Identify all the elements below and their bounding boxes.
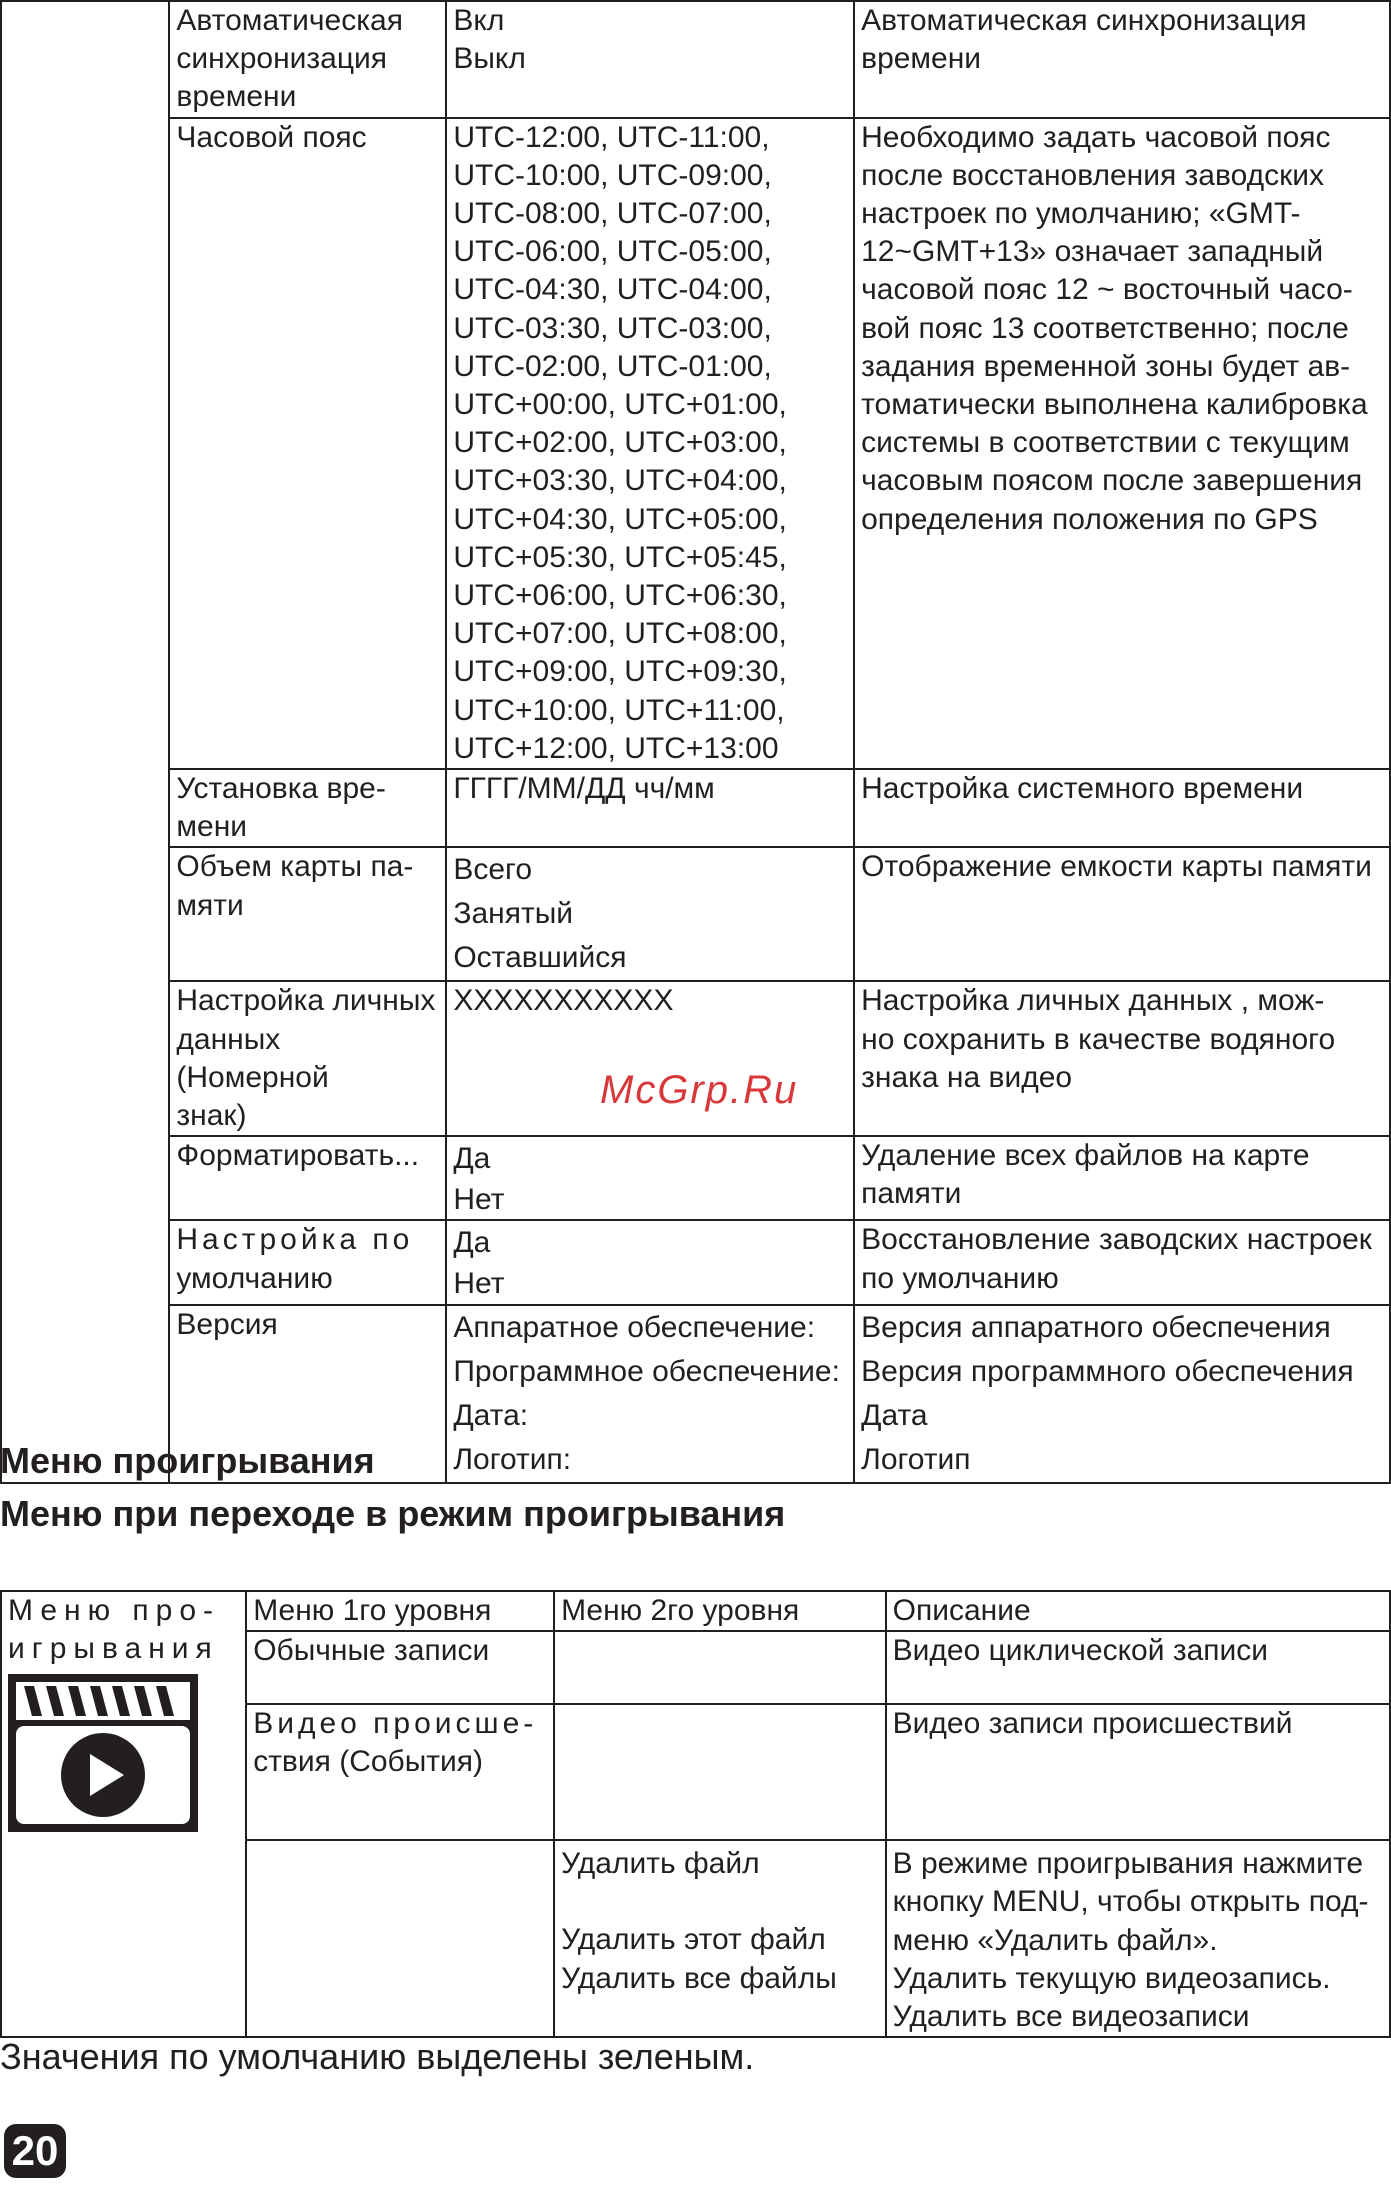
setting-description: Настройка личных данных , мож- но сохранить в качестве водяного знака на видео (854, 981, 1390, 1136)
footnote: Значения по умолчанию выделены зеленым. (0, 2036, 755, 2077)
level2-cell (554, 1631, 886, 1704)
setting-values: ГГГГ/ММ/ДД чч/мм (446, 769, 854, 847)
level2-cell (554, 1704, 886, 1840)
table-row (1, 118, 1390, 769)
column-header: Описание (886, 1591, 1390, 1631)
setting-name: Установка вре- мени (169, 769, 446, 847)
table-row (1, 1220, 1390, 1304)
level2-cell: Удалить файл Удалить этот файл Удалить все файлы (554, 1840, 886, 2037)
table-header-row (1, 1591, 1390, 1631)
setting-name: Форматировать... (169, 1136, 446, 1220)
setting-values: UTC-12:00, UTC-11:00, UTC-10:00, UTC-09:00, UTC-08:00, UTC-07:00, UTC-06:00, UTC-05:00, UTC-04:30, UTC-04:00, UTC-03:30, UTC-03:00, UTC-02:00, UTC-01:00, UTC+00:00, UTC+01:00, UTC+02:00, UTC+03:00, UTC+03:30, UTC+04:00, UTC+04:30, UTC+05:00, UTC+05:30, UTC+05:45, UTC+06:00, UTC+06:30, UTC+07:00, UTC+08:00, UTC+09:00, UTC+09:30, UTC+10:00, UTC+11:00, UTC+12:00, UTC+13:00 (446, 118, 854, 769)
setting-values: XXXXXXXXXXX (446, 981, 854, 1136)
setting-name: Часовой пояс (169, 118, 446, 769)
description-cell: Видео записи происшествий (886, 1704, 1390, 1840)
setting-description: Необходимо задать часовой пояс после восстановления заводских настроек по умолчанию; «GMT- 12~GMT+13» означает западный часовой пояс 12 ~ восточный часо- вой пояс 13 соответственно; после задания временной зоны будет ав- томатически выполнена калибровка системы в соответствии с текущим часовым поясом после завершения определения положения по GPS (854, 118, 1390, 769)
description-cell: Видео циклической записи (886, 1631, 1390, 1704)
table-row (1, 847, 1390, 981)
table-row (1, 1136, 1390, 1220)
playback-menu-table (0, 1590, 1391, 2038)
table-row (1, 1, 1390, 118)
playback-menu-cell: Меню про- игрывания (1, 1591, 246, 2037)
setting-name: Версия (169, 1305, 446, 1483)
table-row (1, 769, 1390, 847)
level1-cell (246, 1840, 554, 2037)
setting-name: Настройка личных данных (Номерной знак) (169, 981, 446, 1136)
empty-left-column (1, 1, 169, 1483)
setting-description: Отображение емкости карты памяти (854, 847, 1390, 981)
page-number: 20 (4, 2124, 66, 2178)
section-subheading: Меню при переходе в режим проигрывания (0, 1493, 786, 1534)
setting-description: Восстановление заводских настроек по умолчанию (854, 1220, 1390, 1304)
level1-cell: Видео происше- ствия (События) (246, 1704, 554, 1840)
setting-name: Настройка по умолчанию (169, 1220, 446, 1304)
level1-cell: Обычные записи (246, 1631, 554, 1704)
setting-description: Настройка системного времени (854, 769, 1390, 847)
setting-values: Да Нет (446, 1220, 854, 1304)
setting-values: Да Нет (446, 1136, 854, 1220)
description-cell: В режиме проигрывания нажмите кнопку MENU, чтобы открыть под- меню «Удалить файл». Удалить текущую видеозапись. Удалить все видеозаписи (886, 1840, 1390, 2037)
setting-values: Вкл Выкл (446, 1, 854, 118)
setting-values: Аппаратное обеспечение: Программное обеспечение: Дата: Логотип: (446, 1305, 854, 1483)
setting-description: Удаление всех файлов на карте памяти (854, 1136, 1390, 1220)
column-header: Меню 1го уровня (246, 1591, 554, 1631)
setting-name: Автоматическая синхронизация времени (169, 1, 446, 118)
watermark: McGrp.Ru (600, 1068, 799, 1112)
section-heading: Меню проигрывания (0, 1440, 375, 1481)
column-header: Меню 2го уровня (554, 1591, 886, 1631)
setting-name: Объем карты па- мяти (169, 847, 446, 981)
setting-description: Версия аппаратного обеспечения Версия программного обеспечения Дата Логотип (854, 1305, 1390, 1483)
setting-values: Всего Занятый Оставшийся (446, 847, 854, 981)
playback-clapper-icon (8, 1674, 198, 1832)
setting-description: Автоматическая синхронизация времени (854, 1, 1390, 118)
table-row (1, 981, 1390, 1136)
